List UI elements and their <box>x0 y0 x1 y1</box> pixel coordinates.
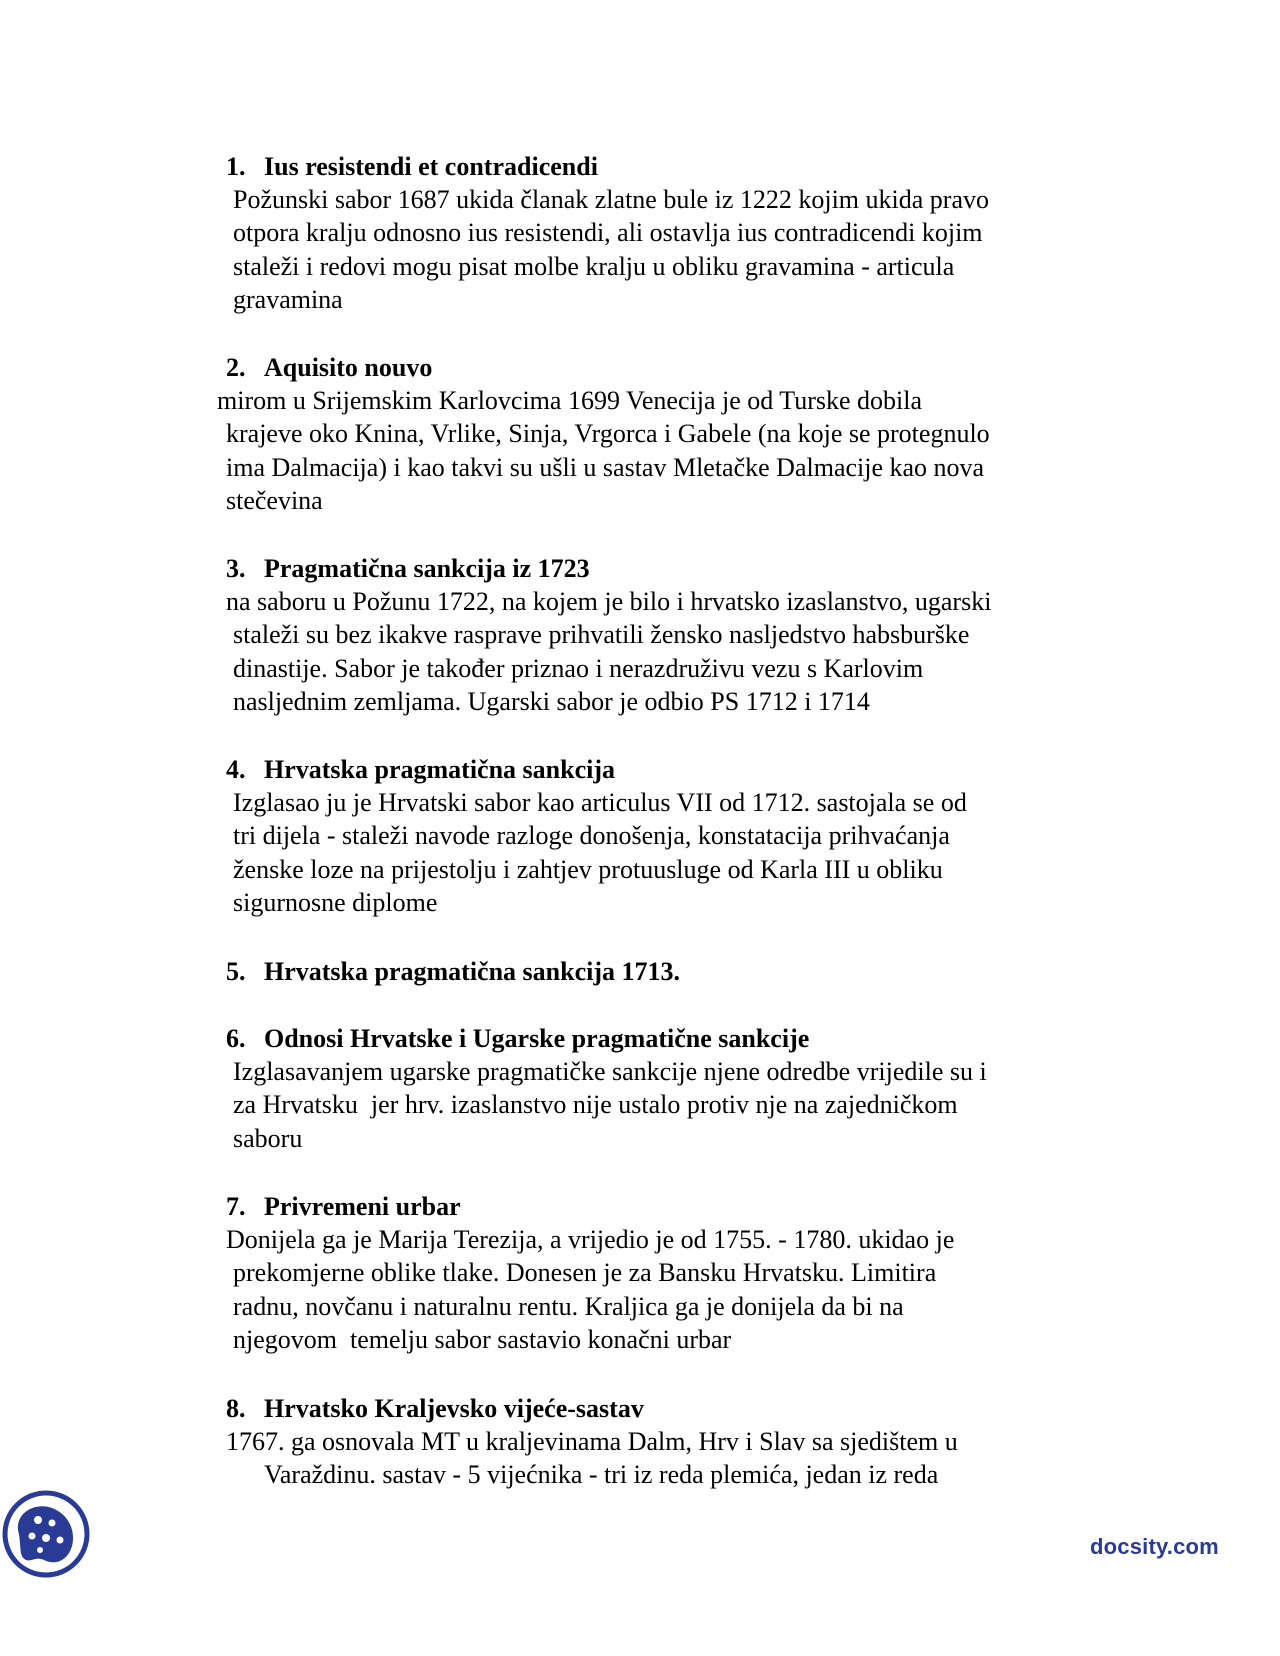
body-line: tri dijela - staleži navode razloge donošenja, konstatacija prihvaćanja <box>233 821 950 850</box>
section-number: 8. <box>226 1394 246 1423</box>
body-line: 1767. ga osnovala MT u kraljevinama Dalm, Hrv i Slav sa sjedištem u <box>226 1427 958 1456</box>
body-line: Varaždinu. sastav - 5 vijećnika - tri iz reda plemića, jedan iz reda <box>264 1460 939 1489</box>
section-heading <box>226 753 615 787</box>
docsity-logo-icon[interactable] <box>2 1490 90 1578</box>
section-title: Aquisito nouvo <box>264 353 433 382</box>
section-heading <box>226 150 598 184</box>
section-number: 4. <box>226 755 246 784</box>
body-line: njegovom temelju sabor sastavio konačni urbar <box>233 1325 732 1354</box>
section-number: 3. <box>226 554 246 583</box>
body-line: Izglasavanjem ugarske pragmatičke sankcije njene odredbe vrijedile su i <box>233 1057 987 1086</box>
body-line: ima Dalmacija) i kao takvi su ušli u sastav Mletačke Dalmacije kao nova <box>226 453 985 482</box>
body-line: Izglasao ju je Hrvatski sabor kao articulus VII od 1712. sastojala se od <box>233 788 967 817</box>
body-line: Donijela ga je Marija Terezija, a vrijedio je od 1755. - 1780. ukidao je <box>226 1225 955 1254</box>
body-line: staleži i redovi mogu pisat molbe kralju u obliku gravamina - articula <box>233 252 955 281</box>
body-line: krajeve oko Knina, Vrlike, Sinja, Vrgorca i Gabele (na koje se protegnulo <box>226 419 990 448</box>
section-title: Hrvatska pragmatična sankcija <box>264 755 615 784</box>
body-line: gravamina <box>233 285 343 314</box>
section-number: 2. <box>226 353 246 382</box>
section-title: Hrvatska pragmatična sankcija 1713. <box>264 957 680 986</box>
section-title: Privremeni urbar <box>264 1192 461 1221</box>
section-title: Hrvatsko Kraljevsko vijeće-sastav <box>264 1394 644 1423</box>
section-title: Ius resistendi et contradicendi <box>264 152 598 181</box>
body-line: mirom u Srijemskim Karlovcima 1699 Venecija je od Turske dobila <box>217 386 923 415</box>
body-line: saboru <box>233 1124 303 1153</box>
section-heading <box>226 1190 461 1224</box>
body-line: za Hrvatsku jer hrv. izaslanstvo nije ustalo protiv nje na zajedničkom <box>233 1090 958 1119</box>
body-line: sigurnosne diplome <box>233 888 438 917</box>
section-heading <box>226 351 432 385</box>
section-heading <box>226 955 680 989</box>
body-line: staleži su bez ikakve rasprave prihvatili žensko nasljedstvo habsburške <box>233 620 970 649</box>
section-title: Pragmatična sankcija iz 1723 <box>264 554 590 583</box>
body-line: prekomjerne oblike tlake. Donesen je za Bansku Hrvatsku. Limitira <box>233 1258 937 1287</box>
section-title: Odnosi Hrvatske i Ugarske pragmatične sankcije <box>264 1024 810 1053</box>
body-line: stečevina <box>226 486 323 515</box>
section-heading <box>226 1392 644 1426</box>
section-number: 7. <box>226 1192 246 1221</box>
body-line: otpora kralju odnosno ius resistendi, ali ostavlja ius contradicendi kojim <box>233 218 983 247</box>
body-line: na saboru u Požunu 1722, na kojem je bilo i hrvatsko izaslanstvo, ugarski <box>226 587 992 616</box>
section-number: 5. <box>226 957 246 986</box>
body-line: radnu, novčanu i naturalnu rentu. Kraljica ga je donijela da bi na <box>233 1292 904 1321</box>
body-line: Požunski sabor 1687 ukida članak zlatne bule iz 1222 kojim ukida pravo <box>233 185 989 214</box>
body-line: dinastije. Sabor je također priznao i nerazdruživu vezu s Karlovim <box>233 654 924 683</box>
section-number: 6. <box>226 1024 246 1053</box>
docsity-brand-link[interactable]: docsity.com <box>1090 1534 1219 1559</box>
body-line: nasljednim zemljama. Ugarski sabor je odbio PS 1712 i 1714 <box>233 687 870 716</box>
section-number: 1. <box>226 152 246 181</box>
section-heading <box>226 552 590 586</box>
body-line: ženske loze na prijestolju i zahtjev protuusluge od Karla III u obliku <box>233 855 943 884</box>
section-heading <box>226 1022 809 1056</box>
